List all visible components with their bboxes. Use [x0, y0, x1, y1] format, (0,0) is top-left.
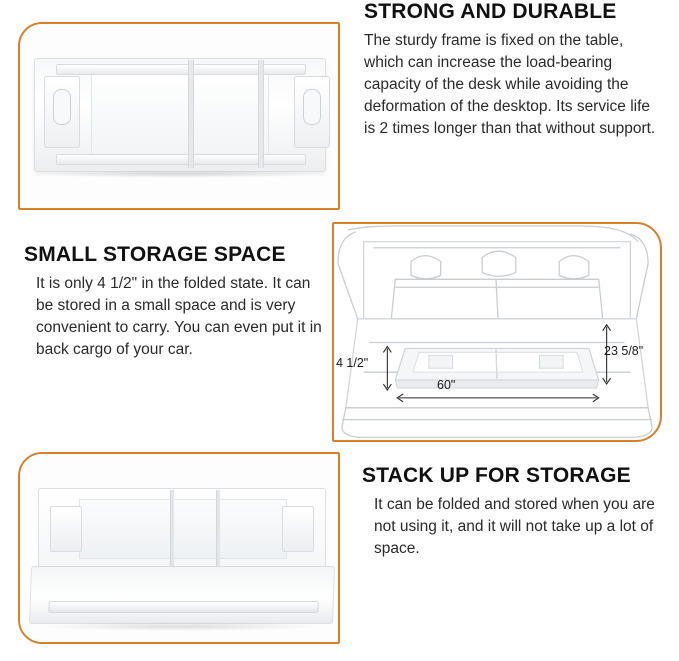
dimension-label-height: 4 1/2": [336, 356, 369, 370]
folded-leg-right: [294, 76, 330, 148]
image-panel-folded-table-top: [18, 22, 340, 210]
support-rail-top: [56, 64, 306, 75]
text-block-stack-up-for-storage: [362, 464, 668, 560]
folded-leg-left: [44, 76, 80, 148]
lower-edge-lip: [48, 601, 318, 613]
text-block-small-storage-space: [24, 243, 326, 361]
image-panel-car-trunk: [332, 222, 662, 442]
car-trunk-line-art: [334, 224, 660, 441]
heading-strong-and-durable: STRONG AND DURABLE: [364, 0, 617, 23]
folded-table-top-illustration: [20, 24, 338, 208]
leg-slot-right: [303, 89, 321, 125]
panel-seam-1: [188, 60, 194, 168]
stack-pad-left: [50, 506, 82, 552]
leg-slot-left: [53, 89, 71, 125]
body-small-storage-space: It is only 4 1/2" in the folded state. It can be stored in a small space and is very convenient to carry. You can even put it in back cargo of your car.: [36, 275, 322, 359]
drop-shadow: [42, 170, 318, 178]
stacked-table-illustration: [20, 454, 338, 642]
table-inner-panel: [91, 71, 269, 157]
panel-seam-2: [258, 60, 264, 168]
text-block-strong-and-durable: [364, 0, 664, 140]
dimension-label-length: 60": [437, 378, 456, 392]
body-stack-up-for-storage: It can be folded and stored when you are not using it, and it will not take up a lot of space.: [374, 496, 655, 558]
stack-seam-1: [170, 490, 174, 566]
stack-seam-2: [216, 490, 220, 566]
body-strong-and-durable: The sturdy frame is fixed on the table, which can increase the load-bearing capacity of the desk while avoiding the deformation of the desktop. Its service life is 2 times longer than that without support.: [364, 32, 656, 138]
stacked-table-lower: [29, 566, 335, 624]
stack-pad-right: [282, 506, 314, 552]
heading-small-storage-space: SMALL STORAGE SPACE: [24, 243, 286, 266]
support-rail-bottom: [56, 154, 306, 165]
image-panel-stacked-table: [18, 452, 340, 644]
dimension-label-depth: 23 5/8": [604, 344, 644, 358]
upper-inner-panel: [79, 499, 287, 559]
drop-shadow: [40, 622, 322, 631]
heading-stack-up-for-storage: STACK UP FOR STORAGE: [362, 464, 631, 487]
